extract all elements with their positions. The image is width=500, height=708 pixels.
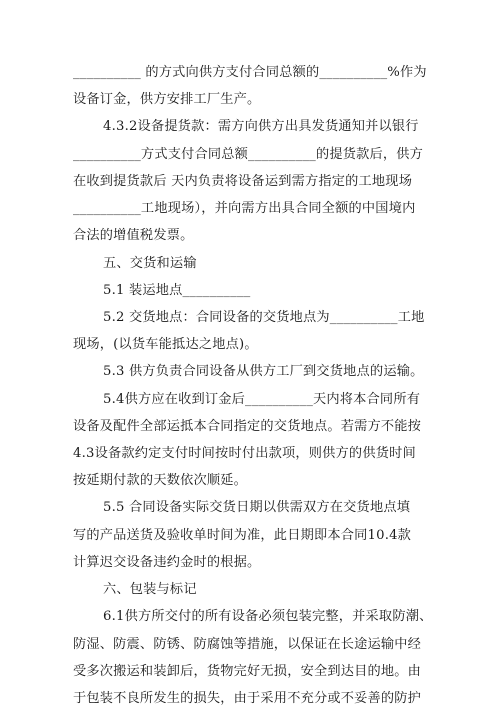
text-line: 5.5 合同设备实际交货日期以供需双方在交货地点填: [103, 500, 411, 515]
text-line: __________工地现场），并向需方出具合同全额的中国境内: [73, 201, 416, 216]
text-line: 6.1供方所交付的所有设备必须包装完整，并采取防潮、: [103, 609, 433, 624]
section-heading: 五、交货和运输: [103, 256, 197, 271]
text-line: 5.3 供方负责合同设备从供方工厂到交货地点的运输。: [103, 364, 424, 379]
text-line: 设备及配件全部运抵本合同指定的交货地点。若需方不能按: [73, 419, 422, 434]
text-line: 在收到提货款后 天内负责将设备运到需方指定的工地现场: [73, 174, 413, 189]
text-line: 写的产品送货及验收单时间为准，此日期即本合同10.4款: [73, 528, 412, 543]
text-line: __________ 的方式向供方支付合同总额的__________%作为: [73, 65, 427, 80]
text-line: 4.3设备款约定支付时间按时付出款项，则供方的供货时间: [73, 446, 416, 461]
text-line: 防湿、防震、防锈、防腐蚀等措施，以保证在长途运输中经: [73, 637, 422, 652]
text-line: 按延期付款的天数依次顺延。: [73, 473, 248, 488]
text-line: 5.2 交货地点：合同设备的交货地点为__________工地: [103, 310, 425, 325]
text-line: 5.4供方应在收到订金后__________天内将本合同所有: [103, 392, 421, 407]
text-line: 5.1 装运地点__________: [103, 283, 251, 298]
section-heading: 六、包装与标记: [103, 582, 197, 597]
text-line: 现场，(以货车能抵达之地点)。: [73, 337, 258, 352]
text-line: 合法的增值税发票。: [73, 228, 194, 243]
text-line: 于包装不良所发生的损失，由于采用不充分或不妥善的防护: [73, 691, 422, 706]
text-line: 受多次搬运和装卸后，货物完好无损，安全到达目的地。由: [73, 664, 422, 679]
text-line: 计算迟交设备违约金时的根据。: [73, 555, 261, 570]
text-line: 4.3.2设备提货款：需方向供方出具发货通知并以银行: [103, 119, 419, 134]
text-line: __________方式支付合同总额__________的提货款后，供方: [73, 147, 424, 162]
text-line: 设备订金，供方安排工厂生产。: [73, 92, 261, 107]
